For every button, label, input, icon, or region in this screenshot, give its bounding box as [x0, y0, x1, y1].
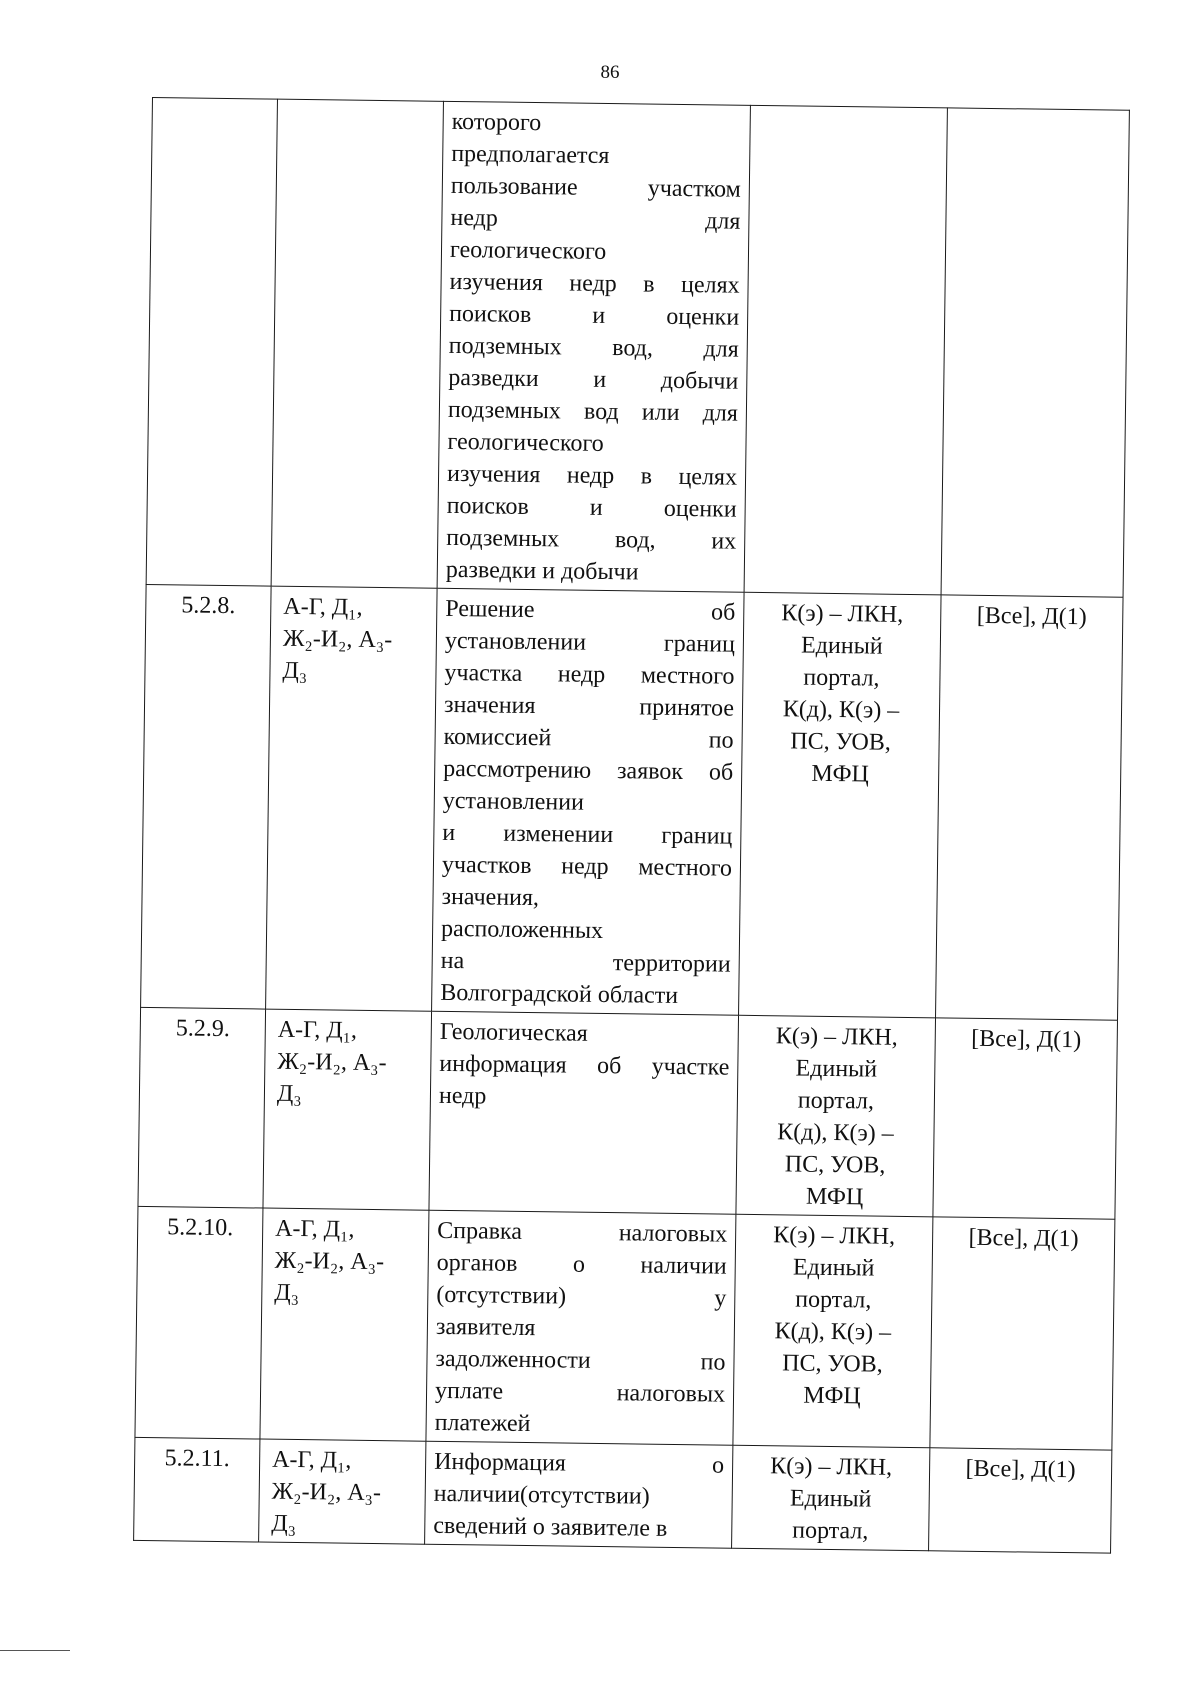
document-line: изучения недр в целях [446, 460, 738, 491]
row-number-cell [146, 98, 277, 587]
form-line: Единый [792, 1254, 875, 1282]
document-line: подземных вод, для [448, 332, 739, 363]
document-line: Информация о [433, 1448, 725, 1479]
note-cell [941, 108, 1129, 597]
document-line: недр [438, 1082, 487, 1110]
table-row [141, 584, 1123, 1020]
form-line: МФЦ [811, 760, 870, 788]
document-line: геологического [449, 236, 607, 265]
category-line: Ж₂-И₂, А₃- [282, 625, 393, 654]
row-number-cell [141, 584, 272, 1009]
document-line: заявителя [435, 1313, 536, 1342]
table-row [135, 1206, 1115, 1450]
submission-form-cell [744, 105, 947, 595]
row-number-cell [135, 1206, 263, 1439]
applicant-category-cell [263, 1009, 432, 1210]
document-line: рассмотрению заявок об [443, 755, 734, 786]
applicant-category-cell [260, 1208, 429, 1441]
document-line: установлении [442, 787, 585, 816]
category-line: Ж₂-И₂, А₃- [277, 1048, 387, 1077]
document-line: сведений о заявителе в [433, 1512, 668, 1542]
row-number: 5.2.11. [164, 1445, 230, 1473]
row-number: 5.2.8. [181, 592, 236, 620]
category-line: Д₃ [271, 1510, 297, 1538]
document-line: на территории [440, 947, 731, 978]
category-line: А-Г, Д₁, [275, 1215, 355, 1243]
table-body [134, 98, 1130, 1554]
submission-form-cell [733, 1214, 933, 1448]
form-line: К(э) – ЛКН, [769, 1453, 893, 1481]
category-line: А-Г, Д₁, [277, 1016, 358, 1044]
document-name-cell [437, 101, 750, 592]
document-line: значения принятое [443, 691, 735, 722]
form-line: К(э) – ЛКН, [773, 1222, 896, 1250]
form-line: МФЦ [805, 1183, 864, 1211]
document-line: расположенных [440, 915, 604, 944]
note-text: [Все], Д(1) [965, 1455, 1076, 1484]
document-line: органов о наличии [436, 1249, 727, 1280]
document-line: комиссией по [443, 723, 734, 754]
category-line: Д₃ [282, 657, 308, 685]
document-line: (отсутствии) у [436, 1281, 727, 1312]
form-line: Единый [795, 1055, 878, 1083]
document-line: Волгоградской области [440, 979, 679, 1009]
row-number-cell [134, 1437, 260, 1542]
form-line: ПС, УОВ, [782, 1350, 883, 1378]
document-line: участка недр местного [444, 659, 735, 690]
note-cell [929, 1448, 1112, 1553]
document-line: поисков и оценки [449, 300, 740, 331]
form-line: К(д), К(э) – [774, 1318, 892, 1346]
document-line: изучения недр в целях [449, 268, 740, 299]
form-line: портал, [797, 1087, 875, 1115]
note-text: [Все], Д(1) [968, 1224, 1079, 1253]
documents-table [133, 97, 1130, 1554]
row-number: 5.2.10. [167, 1214, 234, 1242]
document-line: Решение об [445, 595, 736, 626]
note-text: [Все], Д(1) [976, 602, 1087, 631]
document-name-cell [426, 1210, 736, 1445]
document-line: наличии(отсутствии) [433, 1480, 650, 1510]
applicant-category-cell [259, 1439, 426, 1544]
document-line: установлении границ [444, 627, 736, 658]
document-line: геологического [447, 428, 604, 457]
form-line: портал, [792, 1517, 869, 1545]
page-number: 86 [600, 62, 620, 83]
category-line: Ж₂-И₂, А₃- [271, 1478, 382, 1507]
document-line: подземных вод, их [446, 524, 737, 555]
category-line: А-Г, Д₁, [283, 593, 363, 621]
form-line: К(э) – ЛКН, [775, 1023, 898, 1051]
form-line: портал, [795, 1286, 872, 1314]
form-line: К(д), К(э) – [777, 1119, 894, 1147]
note-cell [936, 595, 1124, 1020]
row-number-cell [138, 1007, 266, 1208]
form-line: Единый [789, 1485, 872, 1513]
document-line: разведки и добычи [448, 364, 739, 395]
document-name-cell [432, 588, 745, 1015]
applicant-category-cell [266, 586, 438, 1011]
document-line: уплате налоговых [434, 1377, 726, 1408]
footer-rule [0, 1650, 70, 1651]
document-line: недр для [450, 204, 741, 235]
table-row [138, 1007, 1118, 1219]
category-line: Д₃ [274, 1279, 300, 1307]
form-line: ПС, УОВ, [784, 1151, 886, 1179]
document-name-cell [429, 1011, 739, 1214]
form-line: Единый [800, 632, 883, 660]
category-line: Д₃ [276, 1080, 302, 1108]
document-line: предполагается [451, 140, 610, 169]
document-line: пользование участком [450, 172, 742, 203]
category-line: Ж₂-И₂, А₃- [274, 1247, 385, 1276]
table-row [146, 98, 1129, 598]
form-line: К(э) – ЛКН, [781, 600, 904, 628]
document-line: Геологическая [439, 1018, 588, 1047]
document-line: разведки и добычи [445, 556, 639, 586]
document-line: задолженности по [435, 1345, 726, 1376]
document-name-cell [425, 1441, 733, 1548]
note-cell [933, 1018, 1118, 1219]
document-line: участков недр местного [441, 851, 733, 882]
submission-form-cell [732, 1445, 930, 1551]
category-line: А-Г, Д₁, [272, 1446, 352, 1474]
document-line: и изменении границ [442, 819, 733, 850]
document-line: платежей [434, 1409, 531, 1438]
row-number: 5.2.9. [175, 1015, 230, 1043]
document-line: которого [451, 108, 542, 137]
document-line: Справка налоговых [437, 1217, 728, 1248]
form-line: портал, [803, 664, 880, 692]
submission-form-cell [739, 592, 942, 1018]
document-line: информация об участке [439, 1050, 730, 1081]
document-line: подземных вод или для [447, 396, 739, 427]
note-text: [Все], Д(1) [971, 1025, 1082, 1054]
table-row [134, 1437, 1112, 1553]
note-cell [930, 1217, 1115, 1450]
document-line: значения, [441, 883, 540, 912]
form-line: К(д), К(э) – [782, 696, 900, 724]
form-line: МФЦ [803, 1382, 861, 1410]
submission-form-cell [736, 1015, 936, 1217]
form-line: ПС, УОВ, [790, 728, 892, 756]
applicant-category-cell [271, 99, 443, 588]
document-line: поисков и оценки [446, 492, 737, 523]
